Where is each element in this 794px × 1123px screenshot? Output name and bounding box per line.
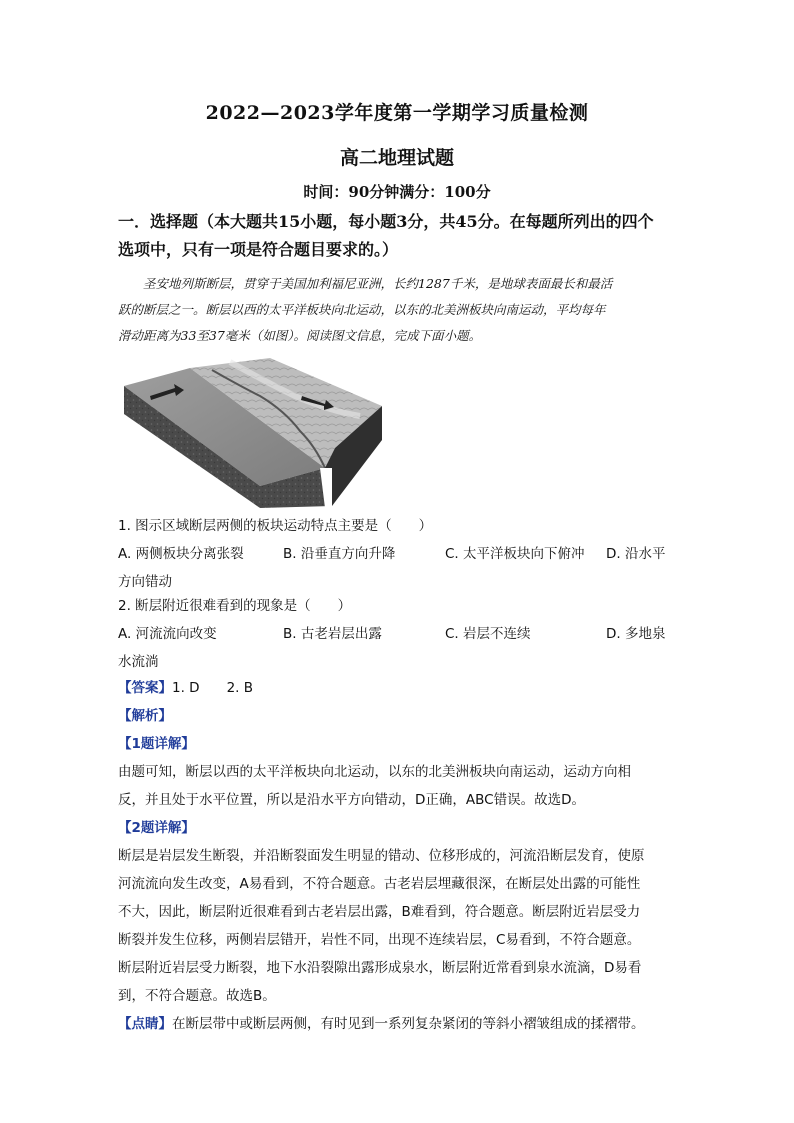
q1-option-c: C. 太平洋板块向下俯冲 (445, 546, 585, 562)
tip-label: 【点睛】 (118, 1016, 172, 1032)
fault-block-diagram (120, 356, 390, 508)
q2-option-a: A. 河流流向改变 (118, 626, 217, 642)
detail-2-text: 断层是岩层发生断裂，并沿断裂面发生明显的错动、位移形成的，河流沿断层发育，使原 河流流向发生改变，A易看到，不符合题意。古老岩层埋藏很深，在断层处出露的可能性 不大，因此，断层附近很难看到古老岩层出露，B难看到，符合题意。断层附近岩层受力 断裂并发生位移，两侧岩层错开，岩性不同，出现不连续岩层，C易看到，不符合题意。 断层附近岩层受力断裂，地下水沿裂隙出露形成泉水，断层附近常看到泉水流滴，D易看 到，不符合题意。故选B。 (118, 848, 645, 1004)
section-heading (118, 208, 683, 264)
intro-passage (118, 271, 676, 349)
intro-line-3: 滑动距离为33至37毫米（如图）。阅读图文信息，完成下面小题。 (118, 328, 482, 343)
time-info: 时间：90分钟满分：100分 (303, 183, 491, 201)
q1-option-d-continued: 方向错动 (118, 574, 172, 590)
detail-2-heading: 【2题详解】 (118, 820, 195, 836)
exam-title: 2022—2023学年度第一学期学习质量检测 (205, 102, 589, 124)
q2-option-d-continued: 水流淌 (118, 654, 159, 670)
q2-option-c: C. 岩层不连续 (445, 626, 531, 642)
question-2-options (118, 620, 678, 676)
subject-title: 高二地理试题 (339, 147, 454, 169)
detail-1-text: 由题可知，断层以西的太平洋板块向北运动，以东的北美洲板块向南运动，运动方向相 反，并且处于水平位置，所以是沿水平方向错动，D正确，ABC错误。故选D。 (118, 764, 631, 808)
question-2-stem: 2. 断层附近很难看到的现象是（ ） (118, 598, 352, 614)
intro-line-1: 圣安地列斯断层，贯穿于美国加利福尼亚洲，长约1287千米，是地球表面最长和最活 (143, 276, 613, 291)
analysis-heading: 【解析】 (118, 708, 172, 724)
q2-option-d: D. 多地泉 (606, 626, 666, 642)
section-line-2: 选项中，只有一项是符合题目要求的。） (118, 240, 399, 259)
tip-text: 在断层带中或断层两侧，有时见到一系列复杂紧闭的等斜小褶皱组成的揉褶带。 (172, 1016, 645, 1032)
question-1-options (118, 540, 678, 596)
q1-option-d: D. 沿水平 (606, 546, 666, 562)
q2-option-b: B. 古老岩层出露 (283, 626, 382, 642)
answer-value: 1. D 2. B (172, 680, 253, 696)
q1-option-b: B. 沿垂直方向升降 (283, 546, 396, 562)
intro-line-2: 跃的断层之一。断层以西的太平洋板块向北运动，以东的北美洲板块向南运动，平均每年 (118, 302, 606, 317)
tip-line (118, 1010, 680, 1038)
detail-1-heading: 【1题详解】 (118, 736, 195, 752)
answer-line (118, 674, 678, 702)
section-line-1: 一．选择题（本大题共15小题，每小题3分，共45分。在每题所列出的四个 (118, 212, 654, 231)
question-1-stem: 1. 图示区域断层两侧的板块运动特点主要是（ ） (118, 518, 433, 534)
q1-option-a: A. 两侧板块分离张裂 (118, 546, 244, 562)
answer-label: 【答案】 (118, 680, 172, 696)
